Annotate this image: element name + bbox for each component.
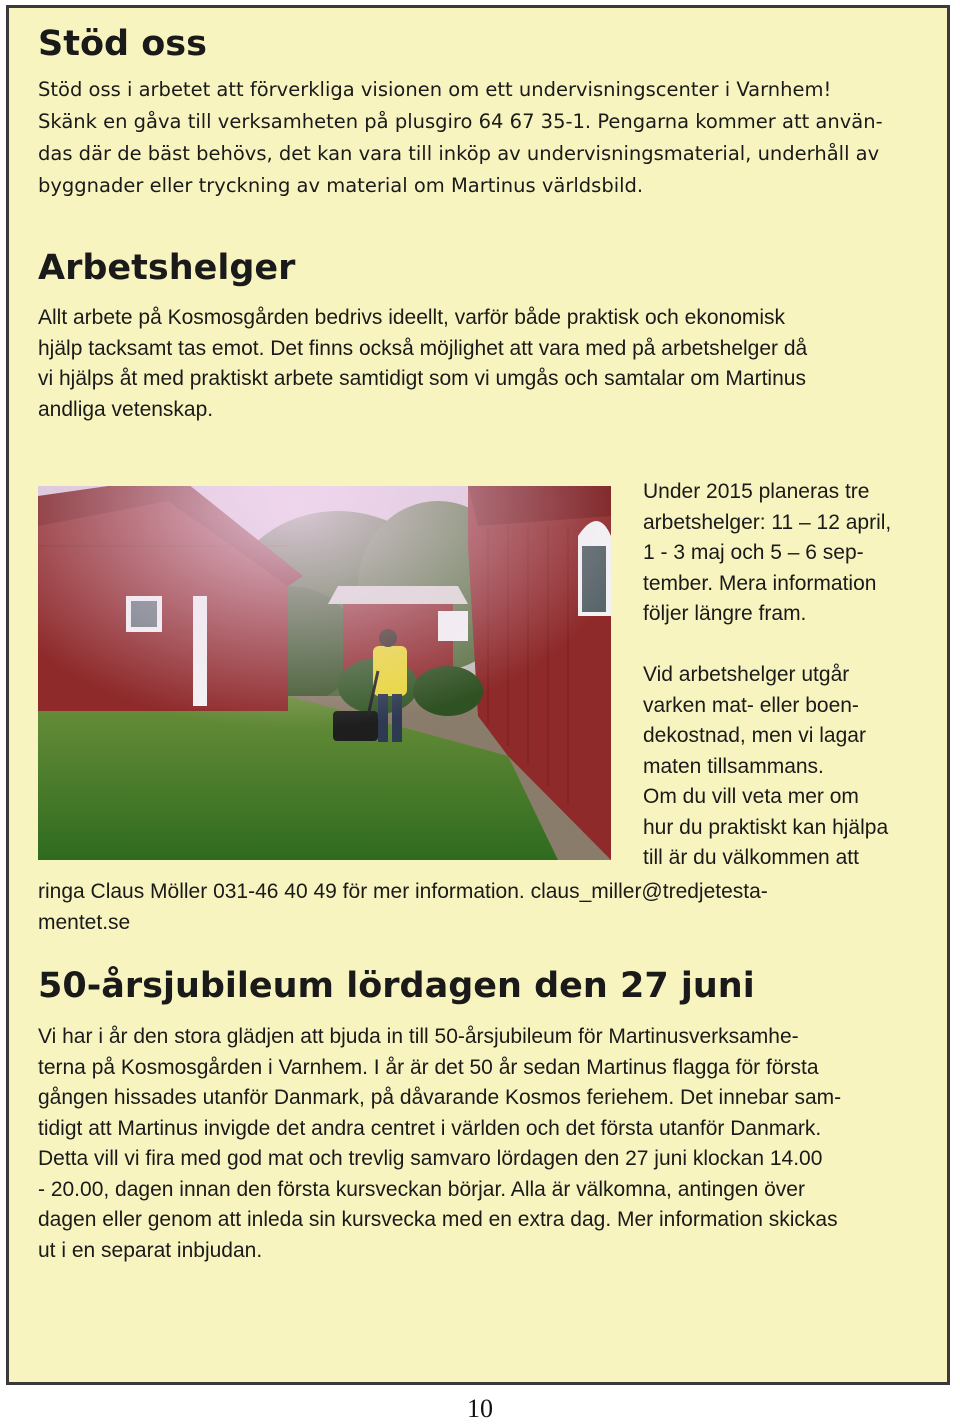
text-line: tidigt att Martinus invigde det andra centret i världen och det första utanför Danmark. xyxy=(38,1116,822,1140)
text-line: Allt arbete på Kosmosgården bedrivs ideellt, varför både praktisk och ekonomisk xyxy=(38,306,786,329)
text-line: gången hissades utanför Danmark, på dåvarande Kosmos feriehem. Det innebar sam- xyxy=(38,1086,842,1109)
page-number: 10 xyxy=(467,1394,493,1423)
text-line: följer längre fram. xyxy=(643,602,807,625)
text-line: dekostnad, men vi lagar xyxy=(643,724,866,747)
text-line: andliga vetenskap. xyxy=(38,397,214,421)
heading-jubileum: 50-årsjubileum lördagen den 27 juni xyxy=(38,966,755,1006)
heading-arbetshelger: Arbetshelger xyxy=(38,248,296,288)
text-line: ut i en separat inbjudan. xyxy=(38,1238,263,1262)
text-line: Vi har i år den stora glädjen att bjuda in till 50-årsjubileum för Martinusverksamhe- xyxy=(38,1025,799,1048)
text-line: - 20.00, dagen innan den första kursveckan börjar. Alla är välkomna, antingen över xyxy=(38,1177,805,1201)
text-line: Om du vill veta mer om xyxy=(643,785,859,808)
text-line: varken mat- eller boen- xyxy=(643,693,859,717)
text-line: terna på Kosmosgården i Varnhem. I år är det 50 år sedan Martinus flagga för första xyxy=(38,1055,819,1079)
text-line: byggnader eller tryckning av material om Martinus världsbild. xyxy=(38,174,644,197)
paragraph-jubileum xyxy=(38,1022,841,1266)
text-line: das där de bäst behövs, det kan vara till inköp av undervisningsmaterial, underhåll av xyxy=(38,142,880,165)
text-line: 1 - 3 maj och 5 – 6 sep- xyxy=(643,541,864,564)
heading-stod-oss: Stöd oss xyxy=(38,24,207,64)
text-line: Stöd oss i arbetet att förverkliga visionen om ett undervisningscenter i Varnhem! xyxy=(38,78,832,101)
text-line: hur du praktiskt kan hjälpa xyxy=(643,815,889,839)
text-line: Vid arbetshelger utgår xyxy=(643,663,850,686)
sidebar-text-planned xyxy=(643,477,891,630)
photo-red-houses xyxy=(38,486,611,860)
photo-illustration xyxy=(38,486,611,860)
text-line: vi hjälps åt med praktiskt arbete samtidigt som vi umgås och samtalar om Martinus xyxy=(38,367,806,390)
paragraph-arbetshelger xyxy=(38,303,807,425)
text-line: ringa Claus Möller 031-46 40 49 för mer information. claus_miller@tredjetesta- xyxy=(38,880,768,903)
text-line: dagen eller genom att inleda sin kursvecka med en extra dag. Mer information skickas xyxy=(38,1208,838,1231)
text-line: Detta vill vi fira med god mat och trevlig samvaro lördagen den 27 juni klockan 14.00 xyxy=(38,1147,823,1170)
text-line: till är du välkommen att xyxy=(643,846,859,869)
text-line: mentet.se xyxy=(38,910,131,934)
text-line: Skänk en gåva till verksamheten på plusgiro 64 67 35-1. Pengarna kommer att använ- xyxy=(38,110,883,133)
paragraph-stod-oss xyxy=(38,74,883,202)
contact-text xyxy=(38,877,768,938)
text-line: arbetshelger: 11 – 12 april, xyxy=(643,510,892,534)
text-line: hjälp tacksamt tas emot. Det finns också möjlighet att vara med på arbetshelger då xyxy=(38,336,808,360)
sidebar-text-costs xyxy=(643,660,888,874)
text-line: maten tillsammans. xyxy=(643,754,824,778)
text-line: Under 2015 planeras tre xyxy=(643,480,870,503)
text-line: tember. Mera information xyxy=(643,571,877,595)
